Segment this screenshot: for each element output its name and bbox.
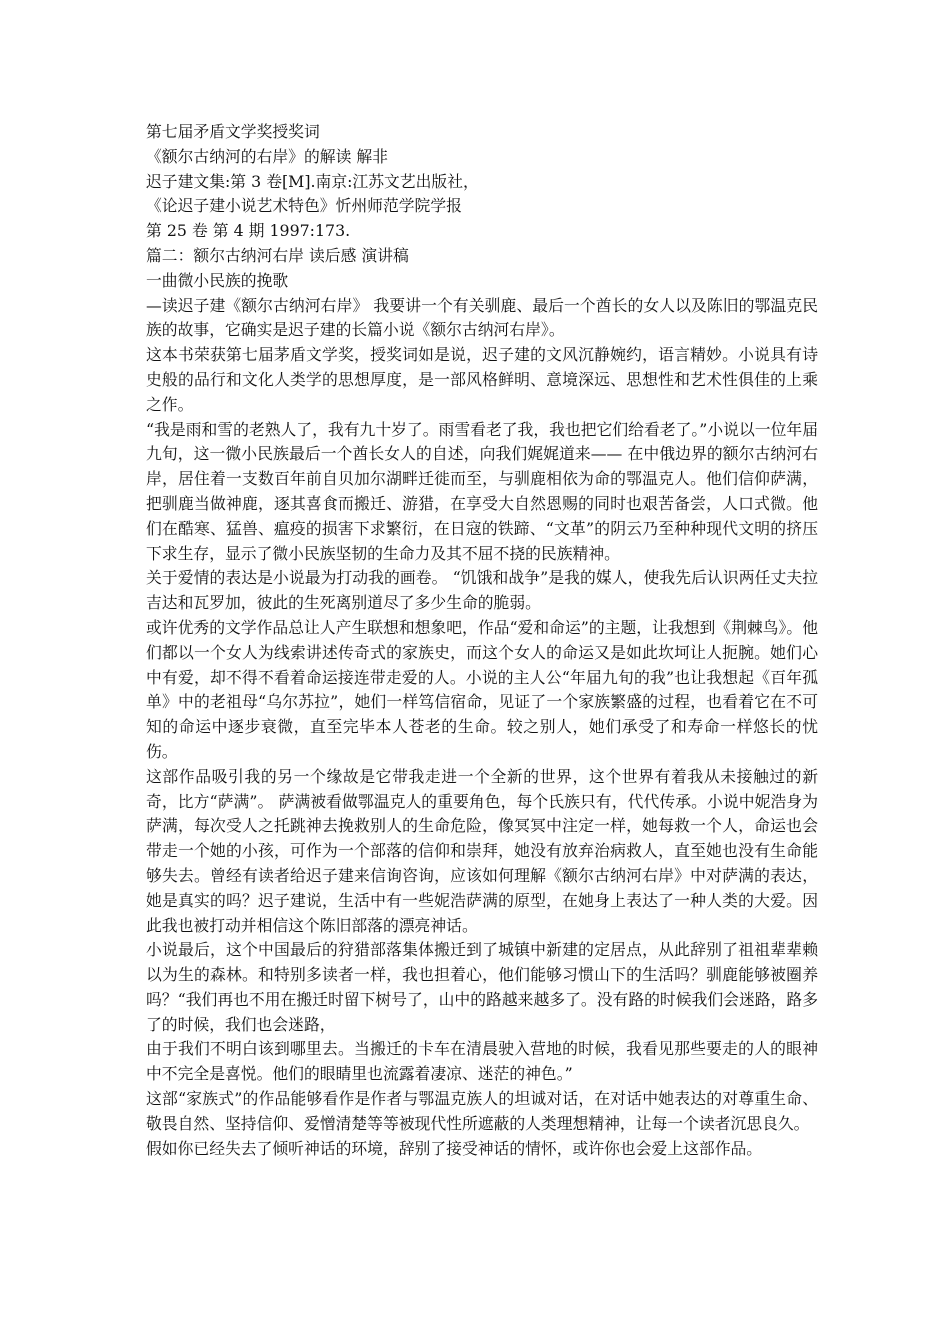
document-page [146,120,818,1161]
paragraph-award: 这本书荣获第七届茅盾文学奖，授奖词如是说，迟子建的文风沉静婉约，语言精妙。小说具有诗史般的品行和文化人类学的思想厚度，是一部风格鲜明、意境深远、思想性和艺术性俱佳的上乘之作。 [146,345,818,414]
paragraph-relocation-continued: 由于我们不明白该到哪里去。当搬迁的卡车在清晨驶入营地的时候，我看见那些要走的人的眼神中不完全是喜悦。他们的眼睛里也流露着凄凉、迷茫的神色。” [146,1039,818,1084]
paragraph-intro: —读迟子建《额尔古纳河右岸》 我要讲一个有关驯鹿、最后一个酋长的女人以及陈旧的鄂温克民族的故事，它确实是迟子建的长篇小说《额尔古纳河右岸》。 [146,295,818,340]
paragraph-narrator: “我是雨和雪的老熟人了，我有九十岁了。雨雪看老了我，我也把它们给看老了。”小说以一位年届九旬，这一微小民族最后一个酋长女人的自述，向我们娓娓道来—— 在中俄边界的额尔古纳河右岸，居住着一支数百年前自贝加尔湖畔迁徙而至，与驯鹿相依为命的鄂温克人。他们信仰萨满，把驯鹿当做神鹿，逐其喜食而搬迁、游猎，在享受大自然恩赐的同时也艰苦备尝，人口式微。他们在酷寒、猛兽、瘟疫的损害下求繁衍，在日寇的铁蹄、“文革”的阴云乃至种种现代文明的挤压下求生存，显示了微小民族坚韧的生命力及其不屈不挠的民族精神。 [146,419,818,563]
essay-title: 一曲微小民族的挽歌 [146,270,289,290]
award-citation-heading: 第七届矛盾文学奖授奖词 [146,122,320,141]
paragraph-shaman: 这部作品吸引我的另一个缘故是它带我走进一个全新的世界，这个世界有着我从未接触过的新奇，比方“萨满”。 萨满被看做鄂温克人的重要角色，每个氏族只有，代代传承。小说中妮浩身为萨满，每次受人之托跳神去挽救别人的生命危险，像冥冥中注定一样，她每救一个人，命运也会带走一个她的小孩，可作为一个部落的信仰和崇拜，她没有放弃治病救人，直至她也没有生命能够失去。曾经有读者给迟子建来信询咨询，应该如何理解《额尔古纳河右岸》中对萨满的表达，她是真实的吗？迟子建说，生活中有一些妮浩萨满的原型，在她身上表达了一种人类的大爱。因此我也被打动并相信这个陈旧部落的漂亮神话。 [146,766,818,935]
reference-journal-article: 《论迟子建小说艺术特色》忻州师范学院学报 [146,196,462,216]
paragraph-love: 关于爱情的表达是小说最为打动我的画卷。 “饥饿和战争”是我的媒人，使我先后认识两任丈夫拉吉达和瓦罗加，彼此的生死离别道尽了多少生命的脆弱。 [146,568,818,613]
paragraph-relocation: 小说最后，这个中国最后的狩猎部落集体搬迁到了城镇中新建的定居点，从此辞别了祖祖辈辈赖以为生的森林。和特别多读者一样，我也担着心，他们能够习惯山下的生活吗？驯鹿能够被圈养吗？“我们再也不用在搬迁时留下树号了，山中的路越来越多了。没有路的时候我们会迷路，路多了的时候，我们也会迷路， [146,940,818,1034]
paragraph-comparison: 或许优秀的文学作品总让人产生联想和想象吧，作品“爱和命运”的主题，让我想到《荆棘鸟》。他们都以一个女人为线索讲述传奇式的家族史，而这个女人的命运又是如此坎坷让人扼腕。她们心中有爱，却不得不看着命运接连带走爱的人。小说的主人公“年届九旬的我”也让我想起《百年孤单》中的老祖母“乌尔苏拉”，她们一样笃信宿命，见证了一个家族繁盛的过程，也看着它在不可知的命运中逐步衰微，直至完毕本人苍老的生命。较之别人，她们承受了和寿命一样悠长的忧伤。 [146,617,818,761]
interpretation-title: 《额尔古纳河的右岸》的解读 解非 [146,146,388,166]
paragraph-closing: 假如你已经失去了倾听神话的环境，辞别了接受神话的情怀，或许你也会爱上这部作品。 [146,1138,763,1158]
section-heading: 篇二：额尔古纳河右岸 读后感 演讲稿 [146,245,409,265]
paragraph-family-saga: 这部“家族式”的作品能够看作是作者与鄂温克族人的坦诚对话，在对话中她表达的对尊重生命、敬畏自然、坚持信仰、爱憎清楚等等被现代性所遮蔽的人类理想精神，让每一个读者沉思良久。 [146,1089,818,1133]
reference-volume-issue: 第 25 卷 第 4 期 1997:173. [146,221,351,241]
reference-collected-works: 迟子建文集:第 3 卷[M].南京:江苏文艺出版社， [146,171,479,191]
